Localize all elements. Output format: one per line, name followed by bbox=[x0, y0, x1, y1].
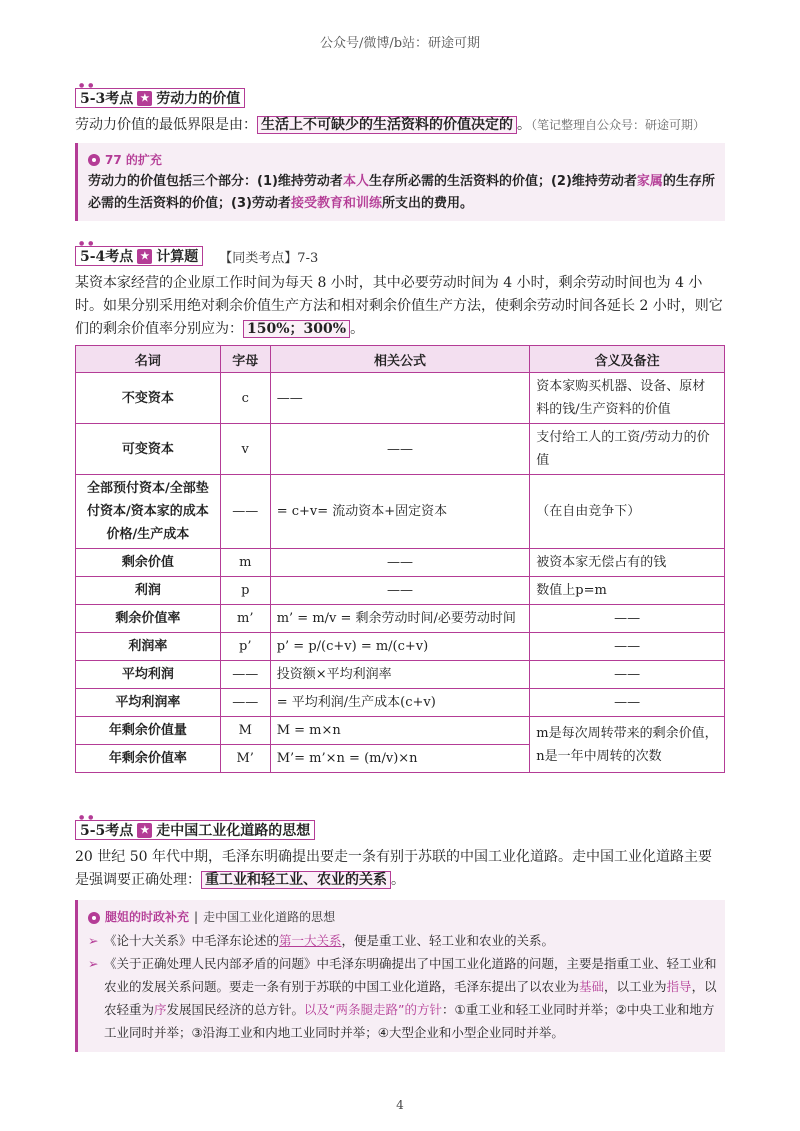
arrow-bullet-icon: ➢ bbox=[88, 956, 99, 971]
extension-title: 77 的扩充 bbox=[105, 153, 162, 167]
table-row bbox=[76, 373, 725, 424]
formula-table bbox=[75, 345, 725, 773]
cell-meaning: 数值上p=m bbox=[530, 577, 725, 605]
cell-meaning: 资本家购买机器、设备、原材料的钱/生产资料的价值 bbox=[530, 373, 725, 424]
cell-symbol: M bbox=[220, 717, 270, 745]
cell-meaning: m是每次周转带来的剩余价值，n是一年中周转的次数 bbox=[530, 717, 725, 773]
highlight: 生活上不可缺少的生活资料的价值决定的 bbox=[257, 116, 517, 134]
box-title: 腿姐的时政补充 bbox=[105, 910, 190, 924]
section-title: 劳动力的价值 bbox=[156, 91, 241, 107]
cell-formula: p’ = p/(c+v) = m/(c+v) bbox=[270, 633, 530, 661]
cell-formula: = 平均利润/生产成本(c+v) bbox=[270, 689, 530, 717]
cell-formula: 投资额×平均利润率 bbox=[270, 661, 530, 689]
cell-term: 利润 bbox=[76, 577, 221, 605]
cell-meaning: 支付给工人的工资/劳动力的价值 bbox=[530, 424, 725, 475]
cell-formula: —— bbox=[270, 577, 530, 605]
decor-dots: ● ● bbox=[79, 82, 95, 89]
decor-dots: ● ● bbox=[79, 240, 95, 247]
lightbulb-icon bbox=[88, 912, 100, 924]
cell-symbol: m bbox=[220, 549, 270, 577]
arrow-bullet-icon: ➢ bbox=[88, 933, 99, 948]
cell-meaning: —— bbox=[530, 605, 725, 633]
col-header: 字母 bbox=[220, 346, 270, 373]
politics-supplement-box: 腿姐的时政补充 | 走中国工业化道路的思想 ➢ 《论十大关系》中毛泽东论述的第一大关系，便是重工业、轻工业和农业的关系。 ➢ 《关于正确处理人民内部矛盾的问题》中毛泽东明确提出了中国工业化道路的问题，主要是指重工业、轻工业和农业的发展关系问题。要走一条有别于苏联的中国工业化道路，毛泽东提出了以农业为基础，以工业为指导，以农轻重为序发展国民经济的总方针。以及“两条腿走路”的方针：①重工业和轻工业同时并举；②中央工业和地方工业同时并举；③沿海工业和内地工业同时并举；④大型企业和小型企业同时并举。 bbox=[75, 900, 725, 1052]
table-row bbox=[76, 605, 725, 633]
cell-formula: —— bbox=[270, 549, 530, 577]
cell-term: 全部预付资本/全部垫付资本/资本家的成本价格/生产成本 bbox=[76, 475, 221, 549]
cell-term: 剩余价值率 bbox=[76, 605, 221, 633]
extension-text: 劳动力的价值包括三个部分：(1)维持劳动者本人生存所必需的生活资料的价值；(2)维持劳动者家属的生存所必需的生活资料的价值；(3)劳动者接受教育和训练所支出的费用。 bbox=[88, 174, 715, 211]
cell-symbol: v bbox=[220, 424, 270, 475]
question-text: 某资本家经营的企业原工作时间为每天 8 小时，其中必要劳动时间为 4 小时，剩余劳动时间也为 4 小时。如果分别采用绝对剩余价值生产方法和相对剩余价值生产方法，使剩余劳动时间各延长 2 小时，则它们的剩余价值率分别应为： 150%；300% 。 bbox=[75, 275, 723, 337]
star-icon: ★ bbox=[137, 249, 152, 264]
table-row bbox=[76, 661, 725, 689]
cell-term: 可变资本 bbox=[76, 424, 221, 475]
cell-symbol: —— bbox=[220, 689, 270, 717]
section-title: 计算题 bbox=[156, 249, 199, 265]
cell-formula: —— bbox=[270, 373, 530, 424]
paragraph: 劳动力价值的最低界限是由： 生活上不可缺少的生活资料的价值决定的 。（笔记整理自公众号：研途可期） bbox=[75, 117, 706, 133]
table-row bbox=[76, 689, 725, 717]
cell-symbol: p’ bbox=[220, 633, 270, 661]
cell-meaning: —— bbox=[530, 689, 725, 717]
cell-symbol: c bbox=[220, 373, 270, 424]
star-icon: ★ bbox=[137, 91, 152, 106]
cell-meaning: —— bbox=[530, 633, 725, 661]
cell-meaning: —— bbox=[530, 661, 725, 689]
section-title: 走中国工业化道路的思想 bbox=[156, 823, 311, 839]
table-row bbox=[76, 424, 725, 475]
list-item: ➢ 《论十大关系》中毛泽东论述的第一大关系，便是重工业、轻工业和农业的关系。 bbox=[88, 929, 717, 952]
section-code: 5-5考点 bbox=[80, 823, 134, 839]
section-tag bbox=[75, 820, 315, 840]
page-number: 4 bbox=[396, 1098, 404, 1112]
extension-box bbox=[75, 143, 725, 221]
section-code: 5-4考点 bbox=[80, 249, 134, 265]
cell-formula: M = m×n bbox=[270, 717, 530, 745]
section-tag bbox=[75, 88, 245, 108]
table-row bbox=[76, 577, 725, 605]
source-note: （笔记整理自公众号：研途可期） bbox=[531, 118, 706, 132]
section-5-5 bbox=[75, 814, 725, 1052]
cell-symbol: —— bbox=[220, 475, 270, 549]
section-5-4 bbox=[75, 240, 725, 773]
col-header: 相关公式 bbox=[270, 346, 530, 373]
lightbulb-icon bbox=[88, 154, 100, 166]
cell-term: 年剩余价值量 bbox=[76, 717, 221, 745]
list-item: ➢ 《关于正确处理人民内部矛盾的问题》中毛泽东明确提出了中国工业化道路的问题，主要是指重工业、轻工业和农业的发展关系问题。要走一条有别于苏联的中国工业化道路，毛泽东提出了以农业为基础，以工业为指导，以农轻重为序发展国民经济的总方针。以及“两条腿走路”的方针：①重工业和轻工业同时并举；②中央工业和地方工业同时并举；③沿海工业和内地工业同时并举；④大型企业和小型企业同时并举。 bbox=[88, 952, 717, 1044]
cell-symbol: M’ bbox=[220, 745, 270, 773]
col-header: 名词 bbox=[76, 346, 221, 373]
cell-term: 年剩余价值率 bbox=[76, 745, 221, 773]
highlight: 重工业和轻工业、农业的关系 bbox=[201, 871, 391, 889]
col-header: 含义及备注 bbox=[530, 346, 725, 373]
cell-symbol: m’ bbox=[220, 605, 270, 633]
cell-term: 剩余价值 bbox=[76, 549, 221, 577]
decor-dots: ● ● bbox=[79, 814, 95, 821]
page-header: 公众号/微博/b站：研途可期 bbox=[319, 36, 481, 51]
paragraph: 20 世纪 50 年代中期，毛泽东明确提出要走一条有别于苏联的中国工业化道路。走中国工业化道路主要是强调要正确处理： 重工业和轻工业、农业的关系 。 bbox=[75, 849, 712, 888]
table-row bbox=[76, 549, 725, 577]
box-topic: 走中国工业化道路的思想 bbox=[203, 910, 336, 924]
cell-formula: = c+v= 流动资本+固定资本 bbox=[270, 475, 530, 549]
cell-term: 不变资本 bbox=[76, 373, 221, 424]
cell-term: 平均利润 bbox=[76, 661, 221, 689]
cell-term: 平均利润率 bbox=[76, 689, 221, 717]
answer-highlight: 150%；300% bbox=[243, 320, 350, 338]
cell-term: 利润率 bbox=[76, 633, 221, 661]
cell-formula: —— bbox=[270, 424, 530, 475]
table-row bbox=[76, 475, 725, 549]
table-header-row bbox=[76, 346, 725, 373]
cell-meaning: （在自由竞争下） bbox=[530, 475, 725, 549]
cell-symbol: p bbox=[220, 577, 270, 605]
table-row bbox=[76, 717, 725, 745]
reference-tag: 【同类考点】7-3 bbox=[219, 250, 319, 266]
cell-symbol: —— bbox=[220, 661, 270, 689]
section-tag bbox=[75, 246, 203, 266]
cell-meaning: 被资本家无偿占有的钱 bbox=[530, 549, 725, 577]
table-row bbox=[76, 633, 725, 661]
star-icon: ★ bbox=[137, 823, 152, 838]
section-code: 5-3考点 bbox=[80, 91, 134, 107]
section-5-3 bbox=[75, 82, 725, 221]
cell-formula: m’ = m/v = 剩余劳动时间/必要劳动时间 bbox=[270, 605, 530, 633]
cell-formula: M’= m’×n = (m/v)×n bbox=[270, 745, 530, 773]
